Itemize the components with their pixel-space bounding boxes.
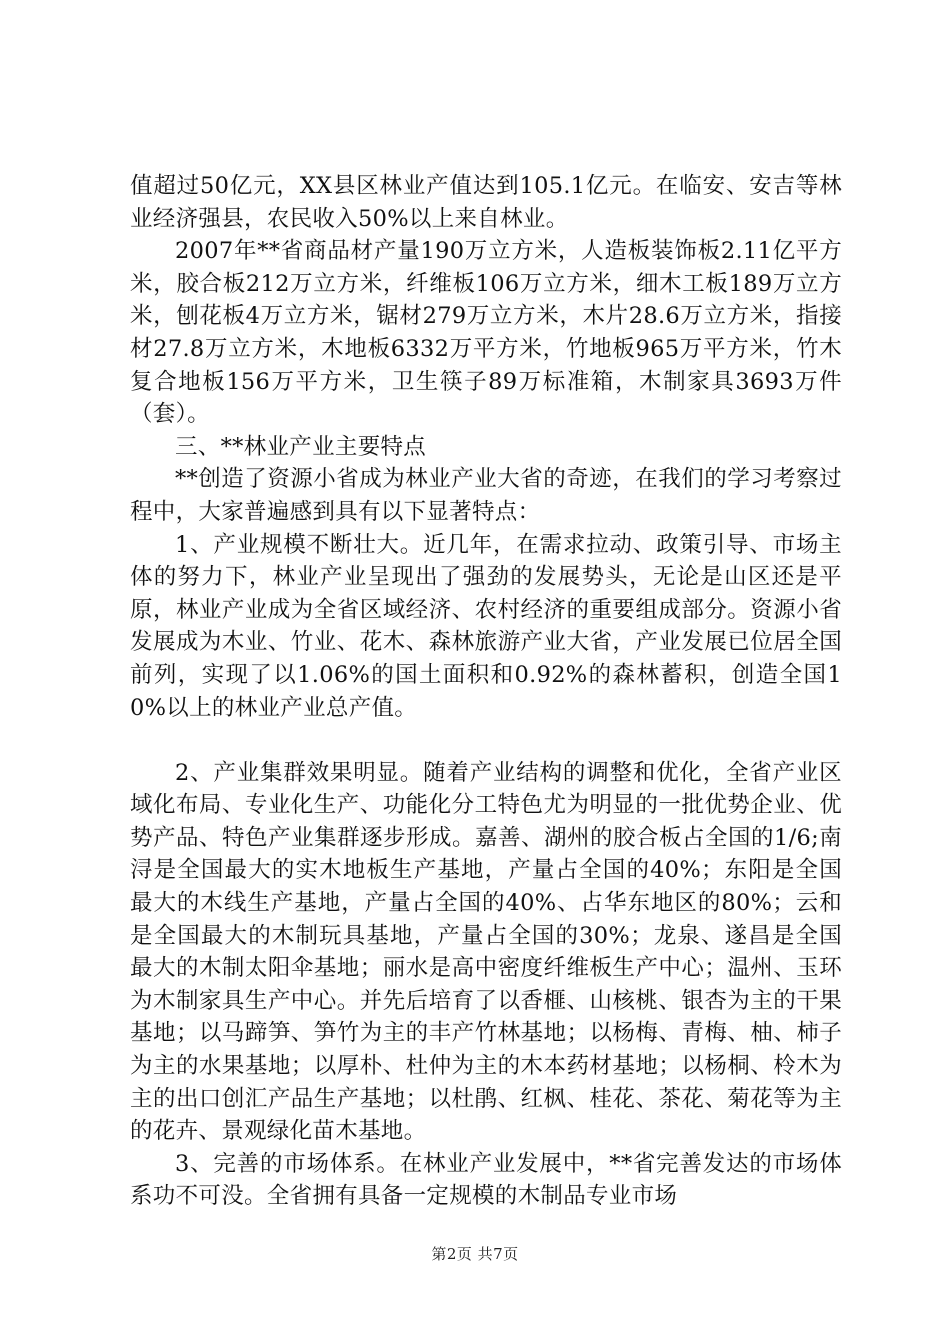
page-number-footer: 第2页 共7页 <box>431 1245 519 1263</box>
paragraph-feature-2: 2、产业集群效果明显。随着产业结构的调整和优化，全省产业区域化布局、专业化生产、功能化分工特色尤为明显的一批优势企业、优势产品、特色产业集群逐步形成。嘉善、湖州的胶合板占全国的1/6;南浔是全国最大的实木地板生产基地，产量占全国的40%；东阳是全国最大的木线生产基地，产量占全国的40%、占华东地区的80%；云和是全国最大的木制玩具基地，产量占全国的30%；龙泉、遂昌是全国最大的木制太阳伞基地；丽水是高中密度纤维板生产中心；温州、玉环为木制家具生产中心。并先后培育了以香榧、山核桃、银杏为主的干果基地；以马蹄笋、笋竹为主的丰产竹林基地；以杨梅、青梅、柚、柿子为主的水果基地；以厚朴、杜仲为主的木本药材基地；以杨桐、柃木为主的出口创汇产品生产基地；以杜鹃、红枫、桂花、茶花、菊花等为主的花卉、景观绿化苗木基地。 <box>130 759 842 1145</box>
paragraph-feature-1: 1、产业规模不断壮大。近几年，在需求拉动、政策引导、市场主体的努力下，林业产业呈现出了强劲的发展势头，无论是山区还是平原，林业产业成为全省区域经济、农村经济的重要组成部分。资源小省发展成为木业、竹业、花木、森林旅游产业大省，产业发展已位居全国前列，实现了以1.06%的国土面积和0.92%的森林蓄积，创造全国10%以上的林业产业总产值。 <box>130 531 842 721</box>
document-body <box>130 170 842 1213</box>
paragraph-intro-features: **创造了资源小省成为林业产业大省的奇迹，在我们的学习考察过程中，大家普遍感到具有以下显著特点： <box>130 466 842 525</box>
paragraph-feature-3: 3、完善的市场体系。在林业产业发展中，**省完善发达的市场体系功不可没。全省拥有具备一定规模的木制品专业市场 <box>130 1150 842 1210</box>
paragraph-2007-production: 2007年**省商品材产量190万立方米，人造板装饰板2.11亿平方米，胶合板212万立方米，纤维板106万立方米，细木工板189万立方米，刨花板4万立方米，锯材279万立方米，木片28.6万立方米，指接材27.8万立方米，木地板6332万平方米，竹地板965万平方米，竹木复合地板156万平方米，卫生筷子89万标准箱，木制家具3693万件（套）。 <box>130 238 842 428</box>
paragraph-forestry-output: 值超过50亿元，XX县区林业产值达到105.1亿元。在临安、安吉等林业经济强县，农民收入50%以上来自林业。 <box>130 173 842 232</box>
section-heading-3: 三、**林业产业主要特点 <box>175 433 427 460</box>
